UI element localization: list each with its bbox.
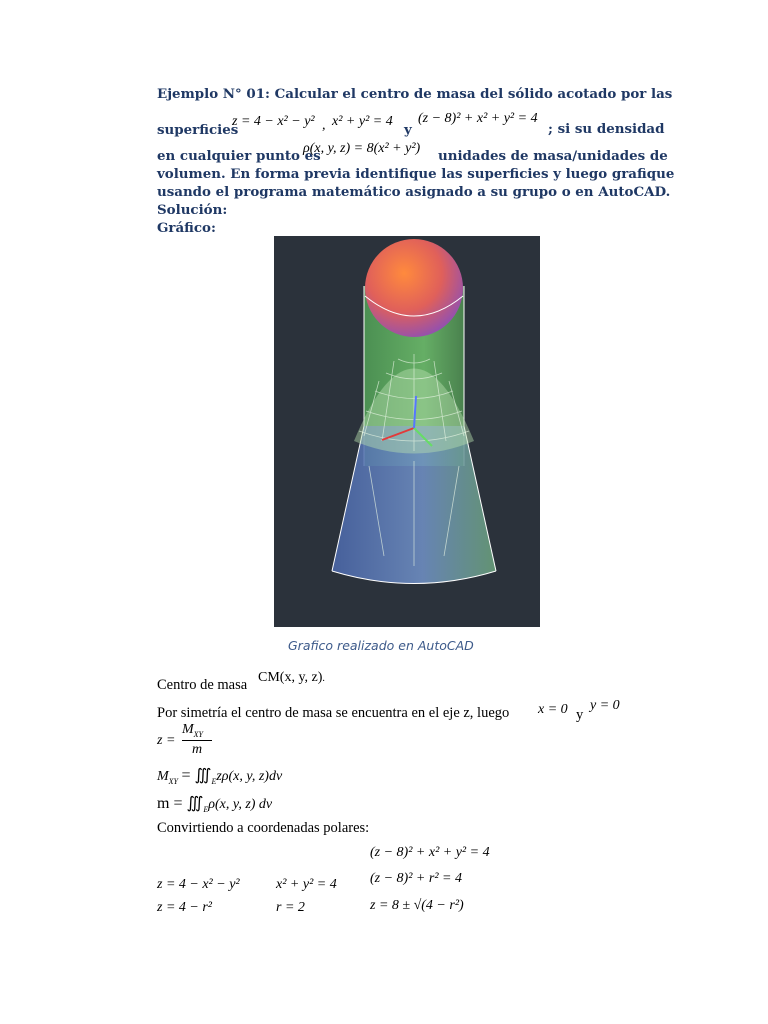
superficies-label: superficies <box>157 122 239 138</box>
sphere-eq-solved: z = 8 ± √(4 − r²) <box>370 898 464 913</box>
problem-line-5: usando el programa matemático asignado a su grupo o en AutoCAD. <box>157 184 671 200</box>
cm-tail: . <box>322 673 325 684</box>
zbar-denominator: m <box>192 742 203 757</box>
zbar-numerator <box>182 722 203 739</box>
mxy-sub: XY <box>168 776 179 786</box>
sphere-cap <box>365 239 463 337</box>
fraction-bar <box>182 740 212 741</box>
equation-comma: , <box>322 118 326 133</box>
cualquier-punto-text: en cualquier punto es <box>157 148 321 164</box>
cylinder-eq-polar: r = 2 <box>276 900 305 915</box>
figure-caption: Grafico realizado en AutoCAD <box>288 638 474 653</box>
sphere-eq-polar: (z − 8)² + r² = 4 <box>370 871 462 886</box>
paraboloid-eq-polar: z = 4 − r² <box>157 900 212 915</box>
simetria-text: Por simetría el centro de masa se encuentra en el eje z, luego <box>157 705 510 721</box>
equation-sphere: (z − 8)² + x² + y² = 4 <box>418 111 538 126</box>
unidades-text: unidades de masa/unidades de <box>438 148 668 164</box>
mxy-region: E <box>211 776 217 786</box>
solucion-heading: Solución: <box>157 202 228 218</box>
zbar-num-sub: XY <box>193 729 204 739</box>
centro-de-masa-label: Centro de masa <box>157 677 248 693</box>
sphere-eq-cartesian: (z − 8)² + x² + y² = 4 <box>370 845 490 860</box>
zbar-lhs: z = <box>157 733 176 748</box>
problem-line-4: volumen. En forma previa identifique las superficies y luego grafique <box>157 166 675 182</box>
y-connector: y <box>404 122 412 138</box>
autocad-figure <box>274 236 540 627</box>
mxy-integral: = ∭ <box>181 767 212 784</box>
cm-expression: CM(x, y, z) <box>258 670 323 685</box>
ybar-equation: y = 0 <box>590 698 620 713</box>
xbar-equation: x = 0 <box>538 702 568 717</box>
mxy-m: M <box>157 769 169 784</box>
problem-line-1: Ejemplo N° 01: Calcular el centro de masa del sólido acotado por las <box>157 86 673 102</box>
mxy-equation <box>157 765 282 786</box>
cm-notation <box>258 670 325 686</box>
si-densidad-text: ; si su densidad <box>548 121 665 137</box>
polares-text: Convirtiendo a coordenadas polares: <box>157 820 370 836</box>
cylinder-eq-cartesian: x² + y² = 4 <box>276 877 337 892</box>
equation-paraboloid: z = 4 − x² − y² <box>232 114 315 129</box>
mass-integrand: ρ(x, y, z) dv <box>208 797 273 812</box>
equation-cylinder: x² + y² = 4 <box>332 114 393 129</box>
y-connector-body: y <box>576 707 584 723</box>
mxy-integrand: zρ(x, y, z)dv <box>216 769 283 784</box>
grafico-heading: Gráfico: <box>157 220 216 236</box>
mass-integral: m = ∭ <box>157 795 204 812</box>
mass-equation <box>157 793 272 814</box>
mass-region: E <box>203 804 209 814</box>
paraboloid-eq-cartesian: z = 4 − x² − y² <box>157 877 240 892</box>
zbar-num-m: M <box>182 722 194 737</box>
density-equation: ρ(x, y, z) = 8(x² + y²) <box>303 141 421 156</box>
